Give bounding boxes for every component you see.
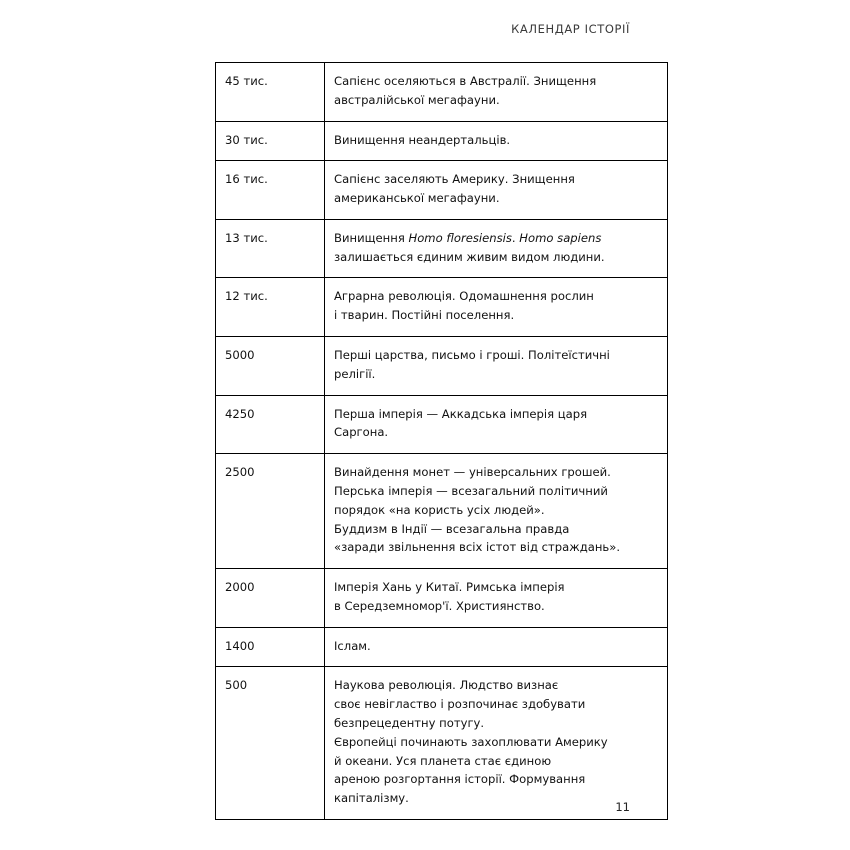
table-cell-event-line: і тварин. Постійні поселення. (334, 308, 515, 323)
table-cell-event-line: Аграрна революція. Одомашнення рослин (334, 289, 594, 304)
table-cell-event-line: Сапієнс заселяють Америку. Знищення (334, 172, 575, 187)
table-cell-event-line: Перші царства, письмо і гроші. Політеїстичні (334, 348, 610, 363)
table-cell-event (325, 63, 668, 122)
table-cell-year: 30 тис. (216, 121, 325, 161)
table-cell-event-line: Винайдення монет — універсальних грошей. (334, 465, 611, 480)
table-row (216, 569, 668, 628)
table-cell-event-line: американської мегафауни. (334, 191, 500, 206)
timeline-table (215, 62, 668, 820)
table-cell-year: 4250 (216, 395, 325, 454)
table-cell-event-line: ареною розгортання історії. Формування (334, 772, 586, 787)
table-cell-event-line: Саргона. (334, 425, 389, 440)
table-cell-year: 16 тис. (216, 161, 325, 220)
table-cell-event-line: в Середземномор'ї. Християнство. (334, 598, 545, 613)
table-row (216, 667, 668, 819)
table-row (216, 219, 668, 278)
table-cell-year: 2500 (216, 454, 325, 569)
table-cell-event-line: безпрецедентну потугу. (334, 715, 485, 730)
table-cell-event-line: порядок «на користь усіх людей». (334, 502, 545, 517)
table-cell-event-line: й океани. Уся планета стає єдиною (334, 753, 552, 768)
table-cell-event-line: Європейці починають захоплювати Америку (334, 734, 608, 749)
table-cell-event-line: Винищення неандертальців. (334, 132, 511, 147)
timeline-table-wrapper (215, 62, 629, 820)
table-row (216, 395, 668, 454)
table-cell-event-line: капіталізму. (334, 791, 409, 806)
table-cell-event-line: «заради звільнення всіх істот від страждань». (334, 540, 621, 555)
table-cell-event-line: релігії. (334, 366, 376, 381)
timeline-table-body (216, 63, 668, 820)
table-row (216, 161, 668, 220)
table-row (216, 121, 668, 161)
table-cell-event-line: Перська імперія — всезагальний політичний (334, 483, 608, 498)
table-cell-year: 5000 (216, 337, 325, 396)
table-cell-event (325, 278, 668, 337)
table-cell-year: 1400 (216, 627, 325, 667)
table-cell-event (325, 569, 668, 628)
table-cell-event (325, 667, 668, 819)
running-head: КАЛЕНДАР ІСТОРІЇ (511, 22, 630, 36)
table-cell-year: 45 тис. (216, 63, 325, 122)
table-cell-event (325, 219, 668, 278)
table-cell-event-line: Імперія Хань у Китаї. Римська імперія (334, 580, 565, 595)
table-cell-event-line: Сапієнс оселяються в Австралії. Знищення (334, 74, 597, 88)
table-cell-event-line: залишається єдиним живим видом людини. (334, 249, 605, 264)
table-cell-event (325, 161, 668, 220)
table-cell-event-line: своє невігластво і розпочинає здобувати (334, 697, 586, 712)
table-cell-year: 2000 (216, 569, 325, 628)
table-cell-event-line: Буддизм в Індії — всезагальна правда (334, 521, 570, 536)
table-row (216, 337, 668, 396)
table-cell-event (325, 395, 668, 454)
table-cell-event-line: Перша імперія — Аккадська імперія царя (334, 406, 588, 421)
page-number: 11 (615, 800, 630, 814)
table-cell-year: 500 (216, 667, 325, 819)
table-cell-event-line: Іслам. (334, 638, 371, 653)
table-cell-event-line: Наукова революція. Людство визнає (334, 678, 559, 693)
table-row (216, 627, 668, 667)
table-row (216, 454, 668, 569)
table-cell-year: 12 тис. (216, 278, 325, 337)
table-cell-event (325, 121, 668, 161)
table-cell-event-line: Винищення Homo floresiensis. Homo sapiens (334, 230, 602, 245)
table-cell-event (325, 627, 668, 667)
table-cell-event-line: австралійської мегафауни. (334, 92, 500, 107)
table-row (216, 278, 668, 337)
table-cell-year: 13 тис. (216, 219, 325, 278)
table-cell-event (325, 337, 668, 396)
table-cell-event (325, 454, 668, 569)
table-row (216, 63, 668, 122)
